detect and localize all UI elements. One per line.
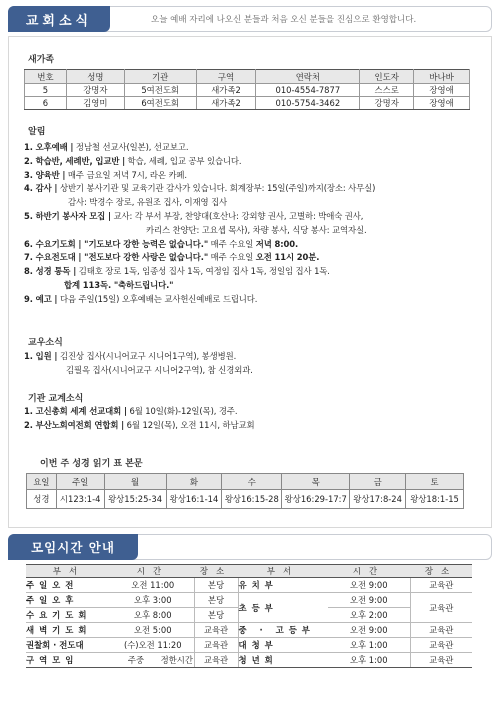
cell: 수 [222,474,282,490]
meeting-time: 오전 11:00 [112,578,194,593]
list-item [24,350,484,364]
cell: 새가족2 [196,97,256,110]
members-news-title: 교우소식 [28,338,63,348]
meeting-time: 오전 9:00 [328,578,410,593]
meeting-times-title: 모임시간 안내 [8,534,138,560]
meeting-place: 본당 [194,608,238,623]
new-family-title: 새가족 [28,55,55,65]
org-news-title: 기관 교계소식 [28,394,84,404]
meeting-place: 교육관 [410,578,472,593]
bible-reading-table [26,473,464,509]
table-row [26,578,472,593]
item-text: 매주 수요일 [208,238,256,249]
item-text: 정남철 선교사(일본), 선교보고. [73,142,189,152]
item-head: 9. 예고 | [24,293,58,304]
item-text: 김태호 장로 1독, 임종성 집사 1독, 여정임 집사 1독, 정일임 집사 1독. [76,266,330,277]
table-row [26,653,472,668]
church-news-header [8,6,492,32]
meeting-place: 본당 [194,593,238,608]
meeting-time: 오전 9:00 [328,623,410,638]
col-district: 구역 [196,70,256,84]
dept-name: 중 · 고등부 [238,623,328,638]
item-head: 3. 양육반 | [24,169,66,180]
list-item [24,169,484,183]
meeting-time: 오전 5:00 [112,623,194,638]
meeting-place: 교육관 [410,623,472,638]
col-dept: 부서 [238,565,328,578]
item-head: 1. 오후예배 | [24,142,74,152]
dept-name: 수요기도회 [26,608,112,623]
table-row [26,623,472,638]
meeting-time: (수)오전 11:20 [112,638,194,653]
table-row [27,490,464,509]
dept-name: 새벽기도회 [26,623,112,638]
item-head: 2. 학습반, 세례반, 입교반 | [24,155,126,166]
item-text: 6월 12일(목), 오전 11시, 하남교회 [124,419,255,430]
cell: 김영미 [66,97,124,110]
cell: 장영애 [414,84,470,97]
item-time: 오전 11시 20분. [255,252,320,263]
item-text: 교사: 각 부서 부장, 찬양대(호산나: 강외향 권사, 고별하: 박애숙 권사, [110,210,364,221]
meeting-time-detail: 정한시간 [160,653,194,668]
cell: 5여전도회 [124,84,196,97]
item-head: 1. 입원 | [24,351,58,361]
cell: 화 [166,474,222,490]
meeting-time: 주중 [112,653,160,668]
cell: 왕상16:15-28 [222,490,282,509]
col-time: 시간 [328,565,410,578]
list-item [24,251,484,265]
cell: 010-4554-7877 [256,84,360,97]
table-row [26,638,472,653]
meeting-place: 교육관 [194,653,238,668]
item-head: 6. 수요기도회 | [24,238,82,249]
list-item [24,155,484,169]
notices-title: 알림 [28,127,46,137]
item-total: 합계 113독. "축하드립니다." [64,279,174,290]
cell: 장영애 [414,97,470,110]
meeting-place: 교육관 [410,593,472,623]
cell: 010-5754-3462 [256,97,360,110]
list-item [24,182,484,196]
cell: 토 [406,474,464,490]
list-item [24,238,484,252]
list-item [24,265,484,279]
meeting-times-table [26,564,472,668]
meeting-time: 오후 2:00 [328,608,410,623]
dept-name: 유치부 [238,578,328,593]
cell: 강명자 [66,84,124,97]
list-item-continued [24,196,484,210]
cell: 왕상17:8-24 [350,490,406,509]
cell: 주일 [56,474,104,490]
table-row [26,593,472,608]
col-guide: 인도자 [360,70,414,84]
meeting-time: 오후 1:00 [328,653,410,668]
cell: 5 [25,84,67,97]
new-family-table [24,69,470,110]
list-item [24,141,484,155]
meeting-time: 오전 9:00 [328,593,410,608]
item-text: 6월 10일(화)-12일(목), 경주. [126,406,238,416]
list-item-continued [24,279,484,293]
item-quote: "기도보다 강한 능력은 없습니다." [81,238,209,249]
col-org: 기관 [124,70,196,84]
cell: 6여전도회 [124,97,196,110]
church-news-title: 교회소식 [8,6,110,32]
meeting-place: 본당 [194,578,238,593]
meeting-place: 교육관 [194,638,238,653]
org-news-list [24,405,484,433]
table-header-row [25,70,470,84]
welcome-message: 오늘 예배 자리에 나오신 분들과 처음 오신 분들을 진심으로 환영합니다. [151,15,417,25]
meeting-time: 오후 1:00 [328,638,410,653]
cell: 새가족2 [196,84,256,97]
meeting-place: 교육관 [194,623,238,638]
dept-name: 대청부 [238,638,328,653]
col-contact: 연락처 [256,70,360,84]
cell: 강명자 [360,97,414,110]
col-dept: 부서 [26,565,112,578]
item-text: 매주 수요일 [208,252,256,263]
col-time: 시간 [112,565,194,578]
item-text: 매주 금요일 저녁 7시, 라온 카페. [65,169,187,180]
cell: 시123:1-4 [56,490,104,509]
table-row [25,97,470,110]
members-news-list [24,350,484,378]
cell: 월 [104,474,166,490]
list-item [24,405,484,419]
meeting-time: 오후 3:00 [112,593,194,608]
item-text: 상반기 봉사기관 및 교육기관 감사가 있습니다. 회계장부: 15일(주일)까지(장소: 사무실) [57,183,376,194]
dept-name: 주일오전 [26,578,112,593]
dept-name: 초등부 [238,593,328,623]
item-text: 카리스 찬양단: 고요셉 목사), 차량 봉사, 식당 봉사: 교역자실. [146,224,367,235]
cell: 요일 [27,474,57,490]
list-item-continued [24,364,484,378]
bible-reading-title: 이번 주 성경 읽기 표 본문 [40,459,143,469]
dept-name: 주일오후 [26,593,112,608]
dept-name: 청년회 [238,653,328,668]
col-place: 장소 [194,565,238,578]
col-place: 장소 [410,565,472,578]
list-item [24,293,484,307]
cell: 왕상15:25-34 [104,490,166,509]
cell: 왕상18:1-15 [406,490,464,509]
meeting-times-header [8,534,492,560]
meeting-place: 교육관 [410,653,472,668]
list-item [24,419,484,433]
col-barnabas: 바나바 [414,70,470,84]
item-text: 김필옥 집사(시니어교구 시니어2구역), 참 신경외과. [66,364,253,375]
list-item-continued [24,224,484,238]
item-text: 다음 주일(15일) 오후예배는 교사헌신예배로 드립니다. [57,293,258,304]
dept-name: 권찰회 · 전도대 [26,638,112,653]
cell: 왕상16:29-17:7 [282,490,350,509]
notices-list [24,141,484,307]
table-header-row [27,474,464,490]
item-head: 4. 감사 | [24,183,58,194]
item-time: 저녁 8:00. [255,238,299,249]
cell: 왕상16:1-14 [166,490,222,509]
col-number: 번호 [25,70,67,84]
meeting-place: 교육관 [410,638,472,653]
meeting-time: 오후 8:00 [112,608,194,623]
table-header-row [26,565,472,578]
item-quote: "전도보다 강한 사랑은 없습니다." [81,252,209,263]
item-text: 학습, 세례, 입교 공부 있습니다. [125,155,242,166]
cell: 목 [282,474,350,490]
col-name: 성명 [66,70,124,84]
cell: 성경 [27,490,57,509]
cell: 6 [25,97,67,110]
cell: 금 [350,474,406,490]
item-head: 2. 부산노회여전회 연합회 | [24,419,125,430]
item-head: 1. 고신총회 세계 선교대회 | [24,406,127,416]
dept-name: 구역모임 [26,653,112,668]
item-head: 7. 수요전도대 | [24,252,82,263]
item-text: 김진상 집사(시니어교구 시니어1구역), 봉생병원. [57,351,237,361]
item-head: 8. 성경 통독 | [24,266,77,277]
item-text: 감사: 박경수 장로, 유원조 집사, 이재영 집사 [68,197,228,208]
item-head: 5. 하반기 봉사자 모집 | [24,210,111,221]
cell: 스스로 [360,84,414,97]
table-row [25,84,470,97]
list-item [24,210,484,224]
